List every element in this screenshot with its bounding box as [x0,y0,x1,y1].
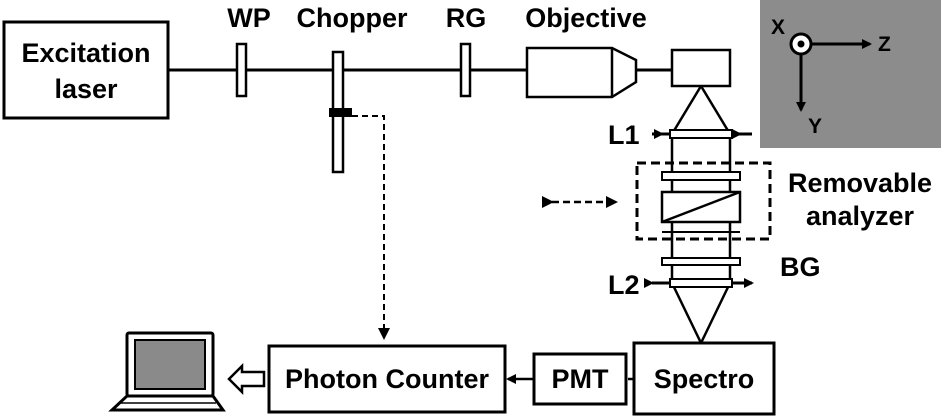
axis-z-label: Z [878,33,891,56]
removable-analyzer [637,163,932,239]
bg-filter-label: BG [780,252,821,282]
sample-holder [672,50,730,86]
axis-x-label: X [771,16,786,39]
excitation-laser-box [4,22,168,118]
chopper-label: Chopper [296,3,408,33]
excitation-laser-label-line1: Excitation [21,38,151,68]
excitation-laser-label-line2: laser [54,74,118,104]
removable-analyzer-label-line1: Removable [787,168,933,198]
axes-inset [760,0,941,148]
photon-counter-box [269,346,505,412]
objective [525,3,647,97]
spectrometer-label: Spectro [653,364,755,394]
waveplate [227,3,271,96]
pmt-label: PMT [551,364,609,394]
counter-to-computer-arrow [229,366,264,392]
chopper-reference-line [352,116,384,338]
rg-filter [446,3,487,96]
waveplate-label: WP [227,3,271,33]
computer-icon [112,333,223,410]
removable-analyzer-label-line2: analyzer [805,201,915,231]
rg-filter-label: RG [445,3,487,33]
spectrometer-box [634,343,774,414]
photon-counter-label: Photon Counter [285,364,489,394]
bg-filter [662,252,821,282]
lens-l1-label: L1 [608,120,640,150]
objective-label: Objective [525,3,647,33]
chopper [297,3,408,172]
pmt-box [534,354,626,404]
axis-y-label: Y [808,115,823,138]
lens-l2-label: L2 [608,270,640,300]
